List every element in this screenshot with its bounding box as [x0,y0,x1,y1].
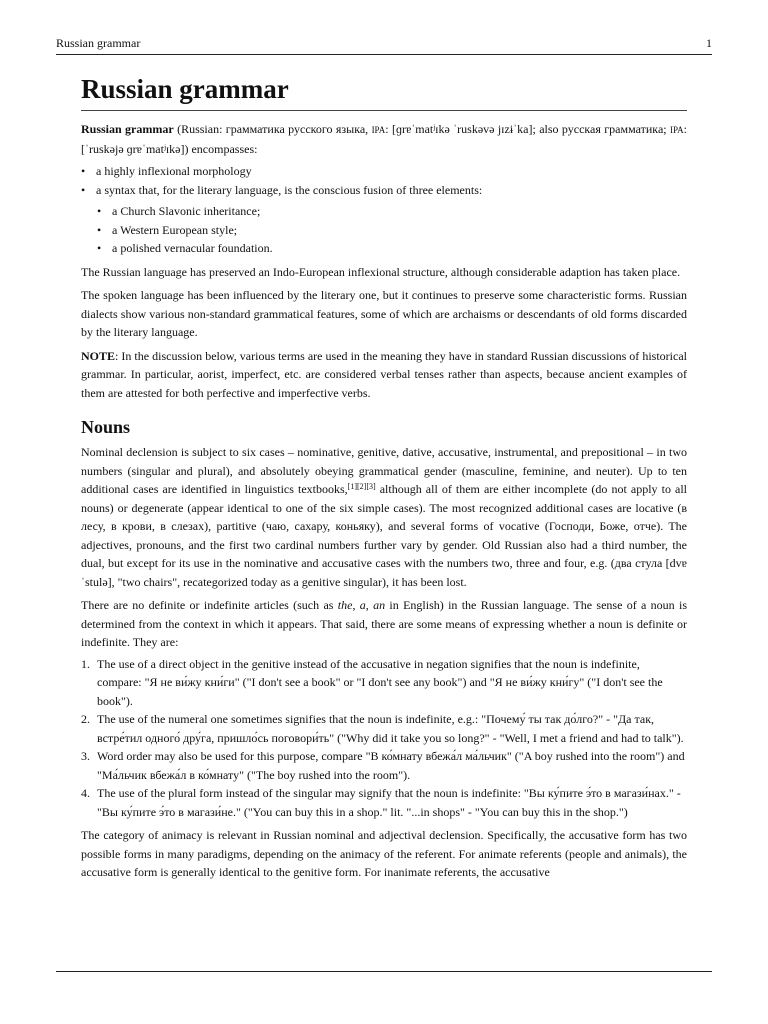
declension-text-2: although all of them are either incomplete (do not apply to all nouns) or degenerate (appear identical to one of the six simple cases). The most recognized additional cases are locative (в лесу, в крови, в слезах), partitive (чаю, сахару, коньяку), and several forms of vocative (Господи, Боже, отче). The adjectives, pronouns, and the first two cardinal numbers further vary by gender. Old Russian also had a third number, the dual, but except for its use in the nominative and accusative cases with the numbers two, three and four, e.g. (два стула [dvɐ ˈstulə], "two chairs", recategorized today as a genitive singular), it has been lost. [81,482,688,589]
separator: , [365,598,374,612]
running-title: Russian grammar [56,36,141,50]
word-the: the [337,598,353,612]
definiteness-list [81,655,687,822]
animacy-paragraph: The category of animacy is relevant in Russian nominal and adjectival declension. Specifically, the accusative form has two possible forms in many paradigms, depending on the animacy of the referent. For animate referents (people and animals), the accusative form is generally identical to the genitive form. For inanimate referents, the accusative [81,828,687,879]
separator: , [352,598,360,612]
header-rule [56,54,712,55]
note-label: NOTE [81,348,116,363]
list-number: 4. [81,786,90,800]
intro-paragraph [81,120,687,158]
list-item: • a highly inflexional morphology [81,162,687,181]
section-heading-nouns: Nouns [81,417,131,437]
article-body [81,72,687,882]
list-item: • a polished vernacular foundation. [97,239,687,258]
citation-links[interactable]: [1][2][3] [347,482,376,491]
indo-european-paragraph: The Russian language has preserved an Indo-European inflexional structure, although considerable adaption has taken place. [81,264,681,279]
note-paragraph [81,347,687,403]
footer-rule [56,971,712,972]
word-an: an [373,598,386,612]
list-number: 2. [81,712,90,726]
list-number: 3. [81,749,90,763]
page-number: 1 [706,36,712,50]
intro-text-3: : [ˈruskəjə ɡrɐˈmatʲɪkə]) encompasses: [81,122,688,156]
word-a: a [359,598,366,612]
nominal-declension-paragraph [81,443,687,591]
list-item: • a Church Slavonic inheritance; [97,202,687,221]
list-item-text: The use of a direct object in the genitive instead of the accusative in negation signifies that the noun is indefinite, compare: "Я не ви́жу кни́ги" ("I don't see a book" or "I don't see any book") and "Я не ви́жу кни́гу" ("I don't see the book"). [97,656,663,708]
articles-text-1: There are no definite or indefinite articles (such as [81,598,338,612]
declension-text-1: Nominal declension is subject to six cases – nominative, genitive, dative, accusative, instrumental, and prepositional – in two numbers (singular and plural), and absolutely obeying grammatical gender (masculine, feminine, and neuter). Up to ten additional cases are identified in linguistics textbooks, [81,445,687,496]
intro-term: Russian grammar [81,122,174,136]
running-header [56,36,712,52]
note-text: : In the discussion below, various terms are used in the meaning they have in standard Russian discussions of historical grammar. In particular, aorist, imperfect, etc. are considered verbal tenses rather than aspects, because ancient examples of them are attested for both perfective and imperfective verbs. [81,348,687,400]
intro-text-2: : [ɡrɐˈmatʲɪkə ˈruskəvə jɪzɨˈka]; also русская грамматика; [385,122,670,136]
list-item-text: The use of the plural form instead of the singular may signify that the noun is indefinite: "Вы ку́пите э́то в магази́нах." - "Вы ку́пите э́то в магази́не." ("You can buy this in a shop." lit. "...in shops" - "You can buy this in the shop.") [97,786,681,819]
intro-text-1: (Russian: грамматика русского языка, [173,122,372,136]
list-number: 1. [81,656,90,671]
list-item-text: The use of the numeral one sometimes signifies that the noun is indefinite, e.g.: "Почему́ ты так до́лго?" - "Да так, встре́тил одного́ дру́га, пришло́сь поговори́ть" ("Why did it take you so long?" - "Well, I met a friend and had to talk"). [97,712,684,745]
list-item [81,747,687,784]
articles-text-2: in English) in the Russian language. The sense of a noun is determined from the context in which it appears. That said, there are some means of expressing whether a noun is definite or indefinite. They are: [81,598,688,649]
list-item [81,784,687,821]
features-list [81,162,687,199]
list-item [81,710,687,747]
ipa-label-1[interactable]: IPA [371,125,386,135]
articles-paragraph [81,596,687,652]
elements-sublist [97,202,687,258]
ipa-label-2[interactable]: IPA [669,125,684,135]
list-item [81,655,687,711]
spoken-language-paragraph: The spoken language has been influenced by the literary one, but it continues to preserve some characteristic forms. Russian dialects show various non-standard grammatical features, some of which are archaisms or descendants of old forms discarded by the literary language. [81,288,687,339]
list-item: • a Western European style; [97,221,687,240]
page-title: Russian grammar [81,72,687,111]
list-item-text: Word order may also be used for this purpose, compare "В ко́мнату вбежа́л ма́льчик" ("A boy rushed into the room") and "Ма́льчик вбежа́л в ко́мнату" ("The boy rushed into the room"). [97,749,685,782]
list-item: • a syntax that, for the literary language, is the conscious fusion of three elements: [81,181,687,200]
